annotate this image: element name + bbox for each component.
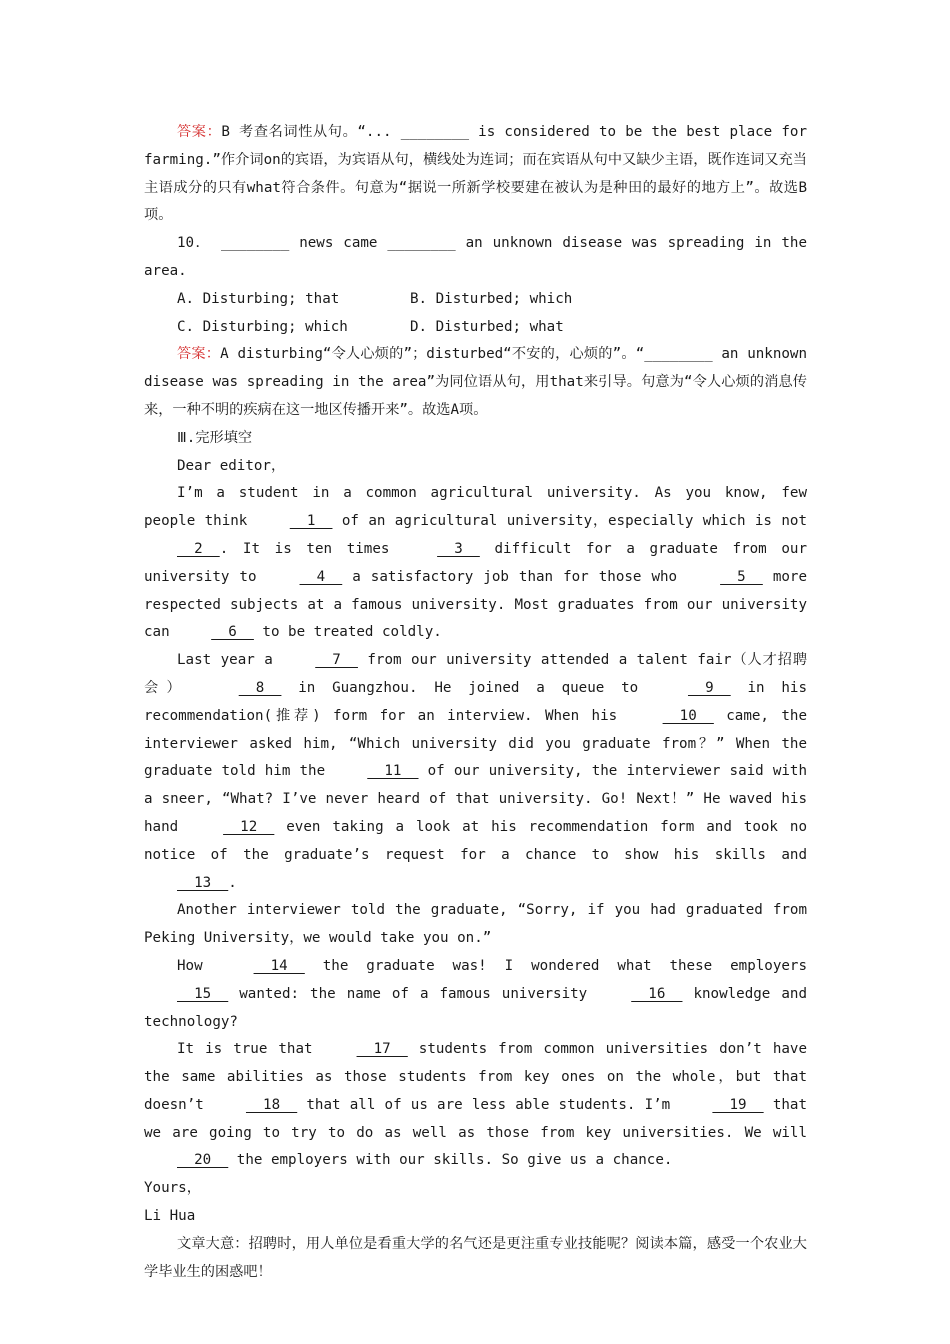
text-run: a satisfactory job than for those who bbox=[342, 568, 688, 585]
text-run: in Guangzhou. He joined a queue to bbox=[281, 679, 655, 696]
blank-12: 12 bbox=[223, 818, 275, 835]
blank-1: 1 bbox=[289, 513, 333, 530]
question-10-options-row-1 bbox=[144, 286, 807, 314]
letter-signature: Li Hua bbox=[144, 1208, 196, 1225]
text-run: that all of us are less able students. I’m bbox=[297, 1096, 680, 1113]
text-run: to be treated coldly. bbox=[253, 624, 442, 641]
answer-9-text: B 考查名词性从句。“... ________ is considered to be the best place for farming.”作介词on的宾语，为宾语从句，横线处为连词；而在宾语从句中又缺少主语，既作连词又充当主语成分的只有what符合条件。句意为“据说一所新学校要建在被认为是种田的最好的地方上”。故选B项。 bbox=[144, 124, 807, 224]
option-a: A. Disturbing; that bbox=[177, 290, 340, 307]
text-run: more respected subjects at a famous university. Most graduates from our university can bbox=[144, 568, 807, 641]
blank-5: 5 bbox=[720, 568, 763, 585]
document-page bbox=[144, 119, 807, 1286]
answer-label: 答案： bbox=[177, 124, 222, 140]
text-run: Last year a bbox=[177, 652, 283, 669]
text-run: even taking a look at his recommendation form and took no notice of the graduate’s request for a chance to show his skills and bbox=[144, 818, 807, 863]
text-run: of an agricultural university，especially which is not bbox=[332, 513, 807, 530]
letter-paragraph-1 bbox=[144, 480, 807, 647]
answer-label: 答案： bbox=[177, 346, 221, 363]
text-run: . It is ten times bbox=[219, 540, 405, 557]
text-run: from our university attended a talent fair（人才招聘会） bbox=[144, 652, 808, 696]
blank-3: 3 bbox=[437, 540, 480, 557]
blank-17: 17 bbox=[356, 1041, 408, 1058]
section-heading: Ⅲ.完形填空 bbox=[177, 429, 253, 446]
blank-9: 9 bbox=[687, 679, 731, 696]
answer-10 bbox=[144, 341, 807, 424]
text-run: of our university, the interviewer said with a sneer, “What? I’ve never heard of that university. Go! Next！” He waved his hand bbox=[144, 763, 807, 835]
text-run: the employers with our skills. So give us a chance. bbox=[228, 1152, 673, 1169]
text-run: I’m a student in a common agricultural university. As you know, few people think bbox=[144, 485, 807, 530]
text-run: It is true that bbox=[177, 1041, 324, 1058]
letter-greeting: Dear editor， bbox=[177, 457, 286, 474]
blank-2: 2 bbox=[177, 540, 220, 557]
text-run: that we are going to try to do as well as those from key universities. We will bbox=[144, 1096, 807, 1141]
blank-20: 20 bbox=[177, 1152, 229, 1169]
blank-4: 4 bbox=[299, 568, 343, 585]
text-run: . bbox=[228, 874, 237, 891]
text-run: knowledge and technology? bbox=[144, 985, 807, 1030]
option-d: D. Disturbed; what bbox=[410, 318, 564, 335]
letter-paragraph-2 bbox=[144, 647, 807, 897]
letter-closing: Yours， bbox=[144, 1180, 201, 1197]
blank-19: 19 bbox=[712, 1096, 764, 1113]
text-run: students from common universities don’t have the same abilities as those students from key ones on the whole，but that doesn’t bbox=[144, 1041, 807, 1113]
text-run: in his recommendation(推荐) form for an interview. When his bbox=[144, 679, 808, 724]
blank-13: 13 bbox=[177, 874, 229, 891]
question-10-stem: 10． ________ news came ________ an unknown disease was spreading in the area. bbox=[144, 235, 807, 279]
question-10-options-row-2 bbox=[144, 314, 807, 342]
text-run: the graduate was! I wondered what these employers bbox=[304, 957, 807, 974]
option-b: B. Disturbed; which bbox=[410, 290, 573, 307]
blank-11: 11 bbox=[367, 763, 419, 780]
letter-paragraph-3: Another interviewer told the graduate, “Sorry, if you had graduated from Peking University，we would take you on.” bbox=[144, 902, 807, 947]
blank-6: 6 bbox=[211, 624, 254, 641]
letter-paragraph-4 bbox=[144, 953, 807, 1036]
text-run: wanted: the name of a famous university bbox=[228, 985, 599, 1002]
blank-15: 15 bbox=[177, 985, 229, 1002]
blank-7: 7 bbox=[315, 652, 358, 669]
blank-18: 18 bbox=[245, 1096, 298, 1113]
text-run: difficult for a graduate from our university to bbox=[144, 540, 808, 585]
blank-16: 16 bbox=[631, 985, 683, 1002]
text-run: How bbox=[177, 957, 221, 974]
blank-10: 10 bbox=[662, 707, 714, 724]
answer-10-text: A disturbing“令人心烦的”；disturbed“不安的，心烦的”。“________ an unknown disease was spreading in the area”为同位语从句，用that来引导。句意为“令人心烦的消息传来，一种不明的疾病在这一地区传播开来”。故选A项。 bbox=[144, 346, 807, 418]
letter-paragraph-5 bbox=[144, 1036, 807, 1175]
article-summary: 文章大意：招聘时，用人单位是看重大学的名气还是更注重专业技能呢？阅读本篇，感受一个农业大学毕业生的困惑吧！ bbox=[144, 1235, 807, 1280]
blank-8: 8 bbox=[238, 679, 282, 696]
answer-9 bbox=[144, 119, 807, 230]
text-run: came, the interviewer asked him, “Which university did you graduate from？” When the graduate told him the bbox=[144, 707, 807, 780]
option-c: C. Disturbing; which bbox=[177, 318, 348, 335]
blank-14: 14 bbox=[253, 957, 305, 974]
